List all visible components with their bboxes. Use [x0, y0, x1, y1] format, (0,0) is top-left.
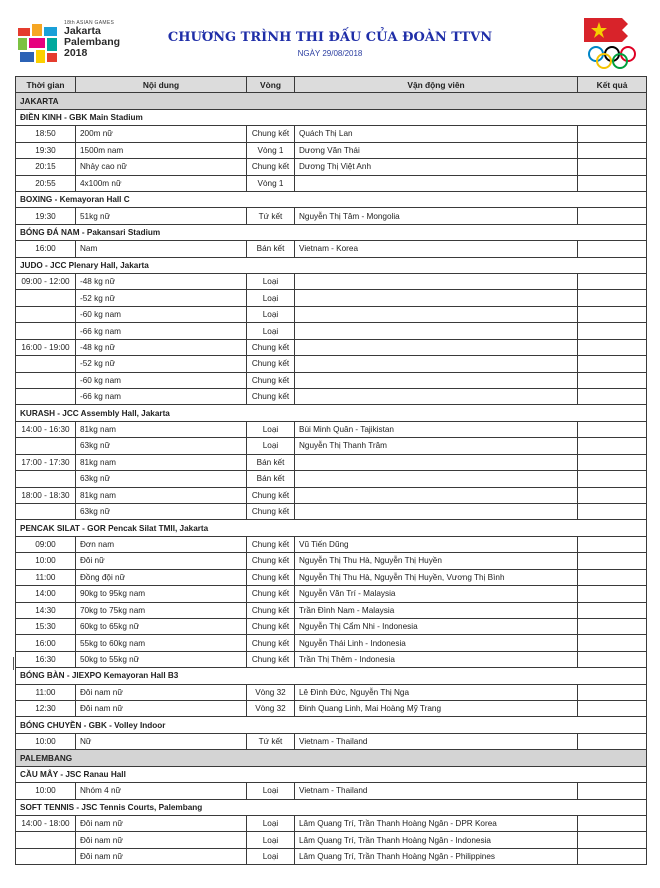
col-header-time: Thời gian [16, 77, 76, 93]
table-row [16, 569, 647, 585]
athletes-cell: Vũ Tiến Dũng [295, 536, 578, 552]
round-cell: Loại [247, 306, 295, 322]
time-cell: 10:00 [16, 783, 76, 799]
result-cell [578, 815, 647, 831]
content-cell: 50kg to 55kg nữ [76, 651, 247, 667]
table-row [16, 635, 647, 651]
content-cell: -60 kg nam [76, 372, 247, 388]
round-cell: Chung kết [247, 553, 295, 569]
table-row [16, 536, 647, 552]
athletes-cell [295, 290, 578, 306]
content-cell: 70kg to 75kg nam [76, 602, 247, 618]
section-row [16, 668, 647, 684]
round-cell: Chung kết [247, 487, 295, 503]
time-cell: 18:00 - 18:30 [16, 487, 76, 503]
section-label: SOFT TENNIS - JSC Tennis Courts, Palembang [16, 799, 647, 815]
section-label: ĐIỀN KINH - GBK Main Stadium [16, 109, 647, 125]
time-cell: 16:00 [16, 635, 76, 651]
city-label: JAKARTA [16, 93, 647, 109]
round-cell: Chung kết [247, 586, 295, 602]
table-row [16, 339, 647, 355]
athletes-cell: Nguyễn Thái Linh - Indonesia [295, 635, 578, 651]
table-row [16, 503, 647, 519]
table-row [16, 487, 647, 503]
round-cell: Chung kết [247, 569, 295, 585]
time-cell [16, 306, 76, 322]
round-cell: Chung kết [247, 503, 295, 519]
round-cell: Loại [247, 290, 295, 306]
athletes-cell: Trần Thị Thêm - Indonesia [295, 651, 578, 667]
content-cell: 63kg nữ [76, 471, 247, 487]
content-cell: 90kg to 95kg nam [76, 586, 247, 602]
time-cell: 11:00 [16, 684, 76, 700]
result-cell [578, 356, 647, 372]
result-cell [578, 848, 647, 864]
section-label: PENCAK SILAT - GOR Pencak Silat TMII, Jakarta [16, 520, 647, 536]
result-cell [578, 783, 647, 799]
round-cell: Bán kết [247, 454, 295, 470]
result-cell [578, 159, 647, 175]
result-cell [578, 684, 647, 700]
table-row [16, 356, 647, 372]
logo-city-2: Palembang [64, 36, 121, 48]
round-cell: Chung kết [247, 618, 295, 634]
athletes-cell [295, 306, 578, 322]
col-header-athletes: Vận động viên [295, 77, 578, 93]
table-row [16, 701, 647, 717]
section-row [16, 191, 647, 207]
result-cell [578, 208, 647, 224]
table-row [16, 389, 647, 405]
round-cell: Vòng 1 [247, 175, 295, 191]
content-cell: 1500m nam [76, 142, 247, 158]
section-label: BÓNG CHUYỀN - GBK - Volley Indoor [16, 717, 647, 733]
table-row [16, 586, 647, 602]
athletes-cell [295, 274, 578, 290]
time-cell: 09:00 - 12:00 [16, 274, 76, 290]
logo-city-1: Jakarta [64, 25, 101, 37]
time-cell: 16:00 [16, 241, 76, 257]
content-cell: 81kg nam [76, 454, 247, 470]
time-cell: 11:00 [16, 569, 76, 585]
content-cell: -60 kg nam [76, 306, 247, 322]
content-cell: 4x100m nữ [76, 175, 247, 191]
result-cell [578, 618, 647, 634]
time-cell: 20:55 [16, 175, 76, 191]
round-cell: Chung kết [247, 651, 295, 667]
logo-small-text: 18th ASIAN GAMES [64, 20, 115, 26]
athletes-cell: Quách Thị Lan [295, 126, 578, 142]
city-row [16, 93, 647, 109]
page-title: CHƯƠNG TRÌNH THI ĐẤU CỦA ĐOÀN TTVN [167, 30, 493, 45]
result-cell [578, 635, 647, 651]
time-cell: 18:50 [16, 126, 76, 142]
round-cell: Chung kết [247, 635, 295, 651]
table-row [16, 126, 647, 142]
result-cell [578, 651, 647, 667]
schedule-table-wrapper [15, 76, 646, 865]
result-cell [578, 306, 647, 322]
content-cell: 51kg nữ [76, 208, 247, 224]
time-cell [16, 356, 76, 372]
round-cell: Chung kết [247, 159, 295, 175]
time-cell: 14:00 - 18:00 [16, 815, 76, 831]
time-cell: 10:00 [16, 733, 76, 749]
result-cell [578, 569, 647, 585]
content-cell: Nữ [76, 733, 247, 749]
athletes-cell: Nguyễn Thị Tâm - Mongolia [295, 208, 578, 224]
time-cell: 14:00 [16, 586, 76, 602]
athletes-cell [295, 487, 578, 503]
round-cell: Loại [247, 848, 295, 864]
schedule-date: NGÀY 29/08/2018 [297, 49, 363, 58]
time-cell [16, 290, 76, 306]
table-header-row [16, 77, 647, 93]
table-row [16, 651, 647, 667]
section-row [16, 109, 647, 125]
athletes-cell: Trần Đình Nam - Malaysia [295, 602, 578, 618]
content-cell: 55kg to 60kg nam [76, 635, 247, 651]
athletes-cell: Nguyễn Văn Trí - Malaysia [295, 586, 578, 602]
content-cell: Đôi nam nữ [76, 701, 247, 717]
round-cell: Chung kết [247, 126, 295, 142]
section-label: BÓNG ĐÁ NAM - Pakansari Stadium [16, 224, 647, 240]
section-label: KURASH - JCC Assembly Hall, Jakarta [16, 405, 647, 421]
table-row [16, 241, 647, 257]
time-cell [16, 848, 76, 864]
section-row [16, 766, 647, 782]
time-cell: 19:30 [16, 142, 76, 158]
result-cell [578, 471, 647, 487]
round-cell: Vòng 1 [247, 142, 295, 158]
round-cell: Loại [247, 438, 295, 454]
content-cell: Nhóm 4 nữ [76, 783, 247, 799]
time-cell: 14:30 [16, 602, 76, 618]
time-cell [16, 438, 76, 454]
time-cell: 14:00 - 16:30 [16, 421, 76, 437]
round-cell: Chung kết [247, 536, 295, 552]
round-cell: Chung kết [247, 372, 295, 388]
section-row [16, 257, 647, 273]
content-cell: Đôi nam nữ [76, 848, 247, 864]
athletes-cell [295, 503, 578, 519]
content-cell: Nhảy cao nữ [76, 159, 247, 175]
table-row [16, 602, 647, 618]
content-cell: Đôi nam nữ [76, 815, 247, 831]
time-cell [16, 503, 76, 519]
athletes-cell [295, 454, 578, 470]
round-cell: Tứ kết [247, 208, 295, 224]
table-row [16, 848, 647, 864]
table-row [16, 208, 647, 224]
athletes-cell: Dương Thị Việt Anh [295, 159, 578, 175]
table-row [16, 421, 647, 437]
content-cell: 81kg nam [76, 487, 247, 503]
result-cell [578, 701, 647, 717]
col-header-round: Vòng [247, 77, 295, 93]
round-cell: Bán kết [247, 241, 295, 257]
section-row [16, 520, 647, 536]
round-cell: Loại [247, 421, 295, 437]
content-cell: -52 kg nữ [76, 356, 247, 372]
result-cell [578, 503, 647, 519]
time-cell: 09:00 [16, 536, 76, 552]
time-cell: 16:00 - 19:00 [16, 339, 76, 355]
table-row [16, 142, 647, 158]
logo-year: 2018 [64, 47, 88, 59]
section-label: JUDO - JCC Plenary Hall, Jakarta [16, 257, 647, 273]
athletes-cell: Lê Đình Đức, Nguyễn Thị Nga [295, 684, 578, 700]
athletes-cell [295, 323, 578, 339]
round-cell: Bán kết [247, 471, 295, 487]
athletes-cell: Nguyễn Thị Thanh Trâm [295, 438, 578, 454]
table-row [16, 175, 647, 191]
table-row [16, 684, 647, 700]
table-row [16, 454, 647, 470]
col-header-content: Nội dung [76, 77, 247, 93]
table-row [16, 618, 647, 634]
result-cell [578, 487, 647, 503]
result-cell [578, 142, 647, 158]
table-row [16, 438, 647, 454]
content-cell: 81kg nam [76, 421, 247, 437]
section-row [16, 717, 647, 733]
schedule-body [16, 93, 647, 865]
round-cell: Loại [247, 815, 295, 831]
time-cell: 19:30 [16, 208, 76, 224]
time-cell: 15:30 [16, 618, 76, 634]
result-cell [578, 339, 647, 355]
time-cell [16, 372, 76, 388]
time-cell [16, 471, 76, 487]
content-cell: -66 kg nam [76, 323, 247, 339]
round-cell: Chung kết [247, 339, 295, 355]
result-cell [578, 372, 647, 388]
round-cell: Vòng 32 [247, 701, 295, 717]
result-cell [578, 553, 647, 569]
time-cell: 12:30 [16, 701, 76, 717]
result-cell [578, 175, 647, 191]
content-cell: -48 kg nữ [76, 274, 247, 290]
asian-games-wordmark [64, 20, 138, 59]
result-cell [578, 454, 647, 470]
result-cell [578, 241, 647, 257]
result-cell [578, 290, 647, 306]
content-cell: 60kg to 65kg nữ [76, 618, 247, 634]
athletes-cell: Dương Văn Thái [295, 142, 578, 158]
athletes-cell [295, 389, 578, 405]
athletes-cell: Nguyễn Thị Thu Hà, Nguyễn Thị Huyền [295, 553, 578, 569]
section-row [16, 799, 647, 815]
content-cell: -48 kg nữ [76, 339, 247, 355]
athletes-cell: Đinh Quang Linh, Mai Hoàng Mỹ Trang [295, 701, 578, 717]
content-cell: 63kg nữ [76, 503, 247, 519]
result-cell [578, 274, 647, 290]
section-label: CẦU MÂY - JSC Ranau Hall [16, 766, 647, 782]
result-cell [578, 602, 647, 618]
table-row [16, 274, 647, 290]
table-row [16, 832, 647, 848]
col-header-result: Kết quả [578, 77, 647, 93]
time-cell [16, 323, 76, 339]
time-cell [16, 389, 76, 405]
result-cell [578, 536, 647, 552]
vietnam-olympic-emblem-icon [582, 16, 644, 72]
athletes-cell: Vietnam - Thailand [295, 733, 578, 749]
content-cell: -66 kg nam [76, 389, 247, 405]
section-label: BÓNG BÀN - JIEXPO Kemayoran Hall B3 [16, 668, 647, 684]
result-cell [578, 832, 647, 848]
time-cell: 10:00 [16, 553, 76, 569]
time-cell [16, 832, 76, 848]
table-row [16, 323, 647, 339]
section-label: BOXING - Kemayoran Hall C [16, 191, 647, 207]
table-row [16, 372, 647, 388]
section-row [16, 405, 647, 421]
table-row [16, 306, 647, 322]
time-cell: 17:00 - 17:30 [16, 454, 76, 470]
content-cell: Nam [76, 241, 247, 257]
table-row [16, 159, 647, 175]
table-row [16, 733, 647, 749]
section-row [16, 224, 647, 240]
athletes-cell: Nguyễn Thị Cẩm Nhi - Indonesia [295, 618, 578, 634]
round-cell: Chung kết [247, 356, 295, 372]
table-row [16, 783, 647, 799]
content-cell: Đồng đội nữ [76, 569, 247, 585]
round-cell: Loại [247, 323, 295, 339]
athletes-cell [295, 356, 578, 372]
time-cell: 16:30 [16, 651, 76, 667]
round-cell: Loại [247, 274, 295, 290]
content-cell: Đơn nam [76, 536, 247, 552]
asian-games-logo [16, 18, 136, 70]
athletes-cell [295, 175, 578, 191]
athletes-cell: Lâm Quang Trí, Trần Thanh Hoàng Ngân - Philippines [295, 848, 578, 864]
edge-marker [13, 657, 14, 670]
result-cell [578, 733, 647, 749]
content-cell: -52 kg nữ [76, 290, 247, 306]
table-row [16, 471, 647, 487]
athletes-cell: Vietnam - Korea [295, 241, 578, 257]
city-row [16, 750, 647, 766]
content-cell: 63kg nữ [76, 438, 247, 454]
content-cell: 200m nữ [76, 126, 247, 142]
athletes-cell: Vietnam - Thailand [295, 783, 578, 799]
round-cell: Chung kết [247, 602, 295, 618]
round-cell: Vòng 32 [247, 684, 295, 700]
athletes-cell [295, 471, 578, 487]
round-cell: Chung kết [247, 389, 295, 405]
result-cell [578, 421, 647, 437]
athletes-cell [295, 339, 578, 355]
round-cell: Tứ kết [247, 733, 295, 749]
result-cell [578, 126, 647, 142]
table-row [16, 815, 647, 831]
athletes-cell: Lâm Quang Trí, Trần Thanh Hoàng Ngân - Indonesia [295, 832, 578, 848]
content-cell: Đôi nam nữ [76, 832, 247, 848]
result-cell [578, 438, 647, 454]
document-header [0, 0, 660, 74]
table-row [16, 553, 647, 569]
athletes-cell: Bùi Minh Quân - Tajikistan [295, 421, 578, 437]
result-cell [578, 389, 647, 405]
city-label: PALEMBANG [16, 750, 647, 766]
result-cell [578, 586, 647, 602]
athletes-cell: Lâm Quang Trí, Trần Thanh Hoàng Ngân - DPR Korea [295, 815, 578, 831]
athletes-cell [295, 372, 578, 388]
content-cell: Đôi nam nữ [76, 684, 247, 700]
table-row [16, 290, 647, 306]
round-cell: Loại [247, 832, 295, 848]
asian-games-emblem-icon [16, 22, 60, 66]
schedule-table [15, 76, 647, 865]
round-cell: Loại [247, 783, 295, 799]
result-cell [578, 323, 647, 339]
content-cell: Đôi nữ [76, 553, 247, 569]
athletes-cell: Nguyễn Thị Thu Hà, Nguyễn Thị Huyền, Vương Thị Bình [295, 569, 578, 585]
time-cell: 20:15 [16, 159, 76, 175]
